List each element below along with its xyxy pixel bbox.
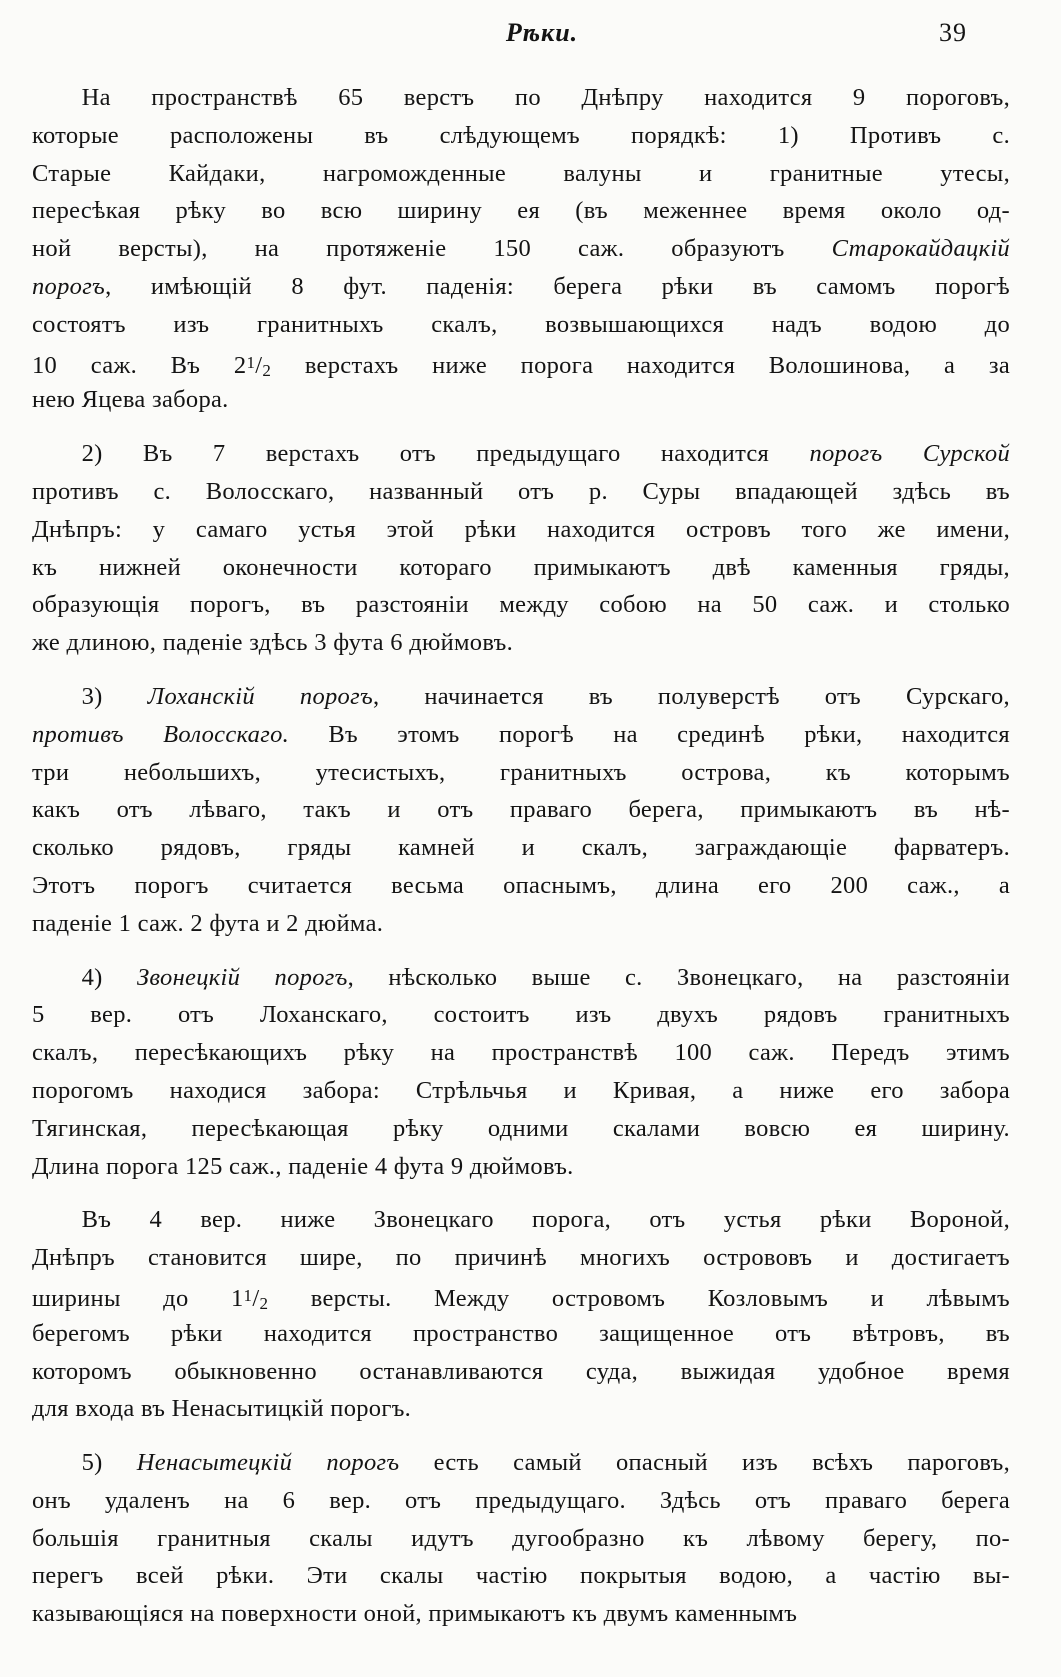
paragraph-3 — [32, 678, 1010, 943]
text-line — [32, 754, 1010, 792]
text-run: верстахъ ниже порога находится Волошинова, а за — [271, 351, 1010, 379]
paragraph-6 — [32, 1444, 1010, 1633]
text-run: порогомъ находися забора: Стрѣльчья и Кривая, а ниже его забора — [32, 1076, 1010, 1104]
text-line — [32, 791, 1010, 829]
text-line — [32, 867, 1010, 905]
text-run: 4) — [32, 963, 137, 991]
text-line — [32, 1520, 1010, 1558]
text-run: скалъ, пересѣкающихъ рѣку на пространствѣ 100 саж. Передъ этимъ — [32, 1039, 1010, 1067]
text-run: какъ отъ лѣваго, такъ и отъ праваго берега, примыкаютъ въ нѣ- — [32, 796, 1010, 824]
italic-term: противъ Волосскаго. — [32, 720, 290, 748]
text-run: Въ этомъ порогѣ на срединѣ рѣки, находится — [289, 720, 1010, 748]
text-line — [32, 1201, 1010, 1239]
paragraph-1 — [32, 79, 1010, 419]
text-line — [32, 511, 1010, 549]
italic-term: Лоханскій порогъ — [147, 682, 373, 710]
text-run: берегомъ рѣки находится пространство защищенное отъ вѣтровъ, въ — [32, 1319, 1010, 1347]
text-line — [32, 678, 1010, 716]
text-run: большія гранитныя скалы идутъ дугообразно къ лѣвому берегу, по- — [32, 1524, 1010, 1552]
text-line — [32, 1277, 1010, 1315]
paragraph-5 — [32, 1201, 1010, 1428]
text-line — [32, 1353, 1010, 1391]
text-run: есть самый опасный изъ всѣхъ пароговъ, — [399, 1449, 1010, 1477]
text-run: Тягинская, пересѣкающая рѣку одними скалами вовсю ея ширину. — [32, 1114, 1010, 1142]
text-run: которые расположены въ слѣдующемъ порядкѣ: 1) Противъ с. — [32, 121, 1010, 149]
text-line — [32, 829, 1010, 867]
paragraph-4 — [32, 959, 1010, 1186]
text-run: противъ с. Волосскаго, названный отъ р. Суры впадающей здѣсь въ — [32, 477, 1010, 505]
fraction-part: 2 — [259, 1293, 269, 1313]
text-run: На пространствѣ 65 верстъ по Днѣпру находится 9 пороговъ, — [32, 84, 1010, 111]
text-run: 5 вер. отъ Лоханскаго, состоитъ изъ двухъ рядовъ гранитныхъ — [32, 1001, 1010, 1029]
text-line — [32, 716, 1010, 754]
text-line — [32, 268, 1010, 306]
text-run: Днѣпръ становится шире, по причинѣ многихъ острововъ и достигаетъ — [32, 1244, 1010, 1272]
page-number: 39 — [939, 18, 967, 47]
italic-term: порогъ — [32, 272, 106, 300]
text-line — [32, 1148, 1010, 1186]
text-run: / — [252, 1284, 260, 1312]
text-run: перегъ всей рѣки. Эти скалы частію покрытыя водою, а частію вы- — [32, 1562, 1010, 1590]
text-line — [32, 586, 1010, 624]
italic-term: Старокайдацкій — [831, 235, 1010, 263]
text-line — [32, 905, 1010, 943]
text-line — [32, 1595, 1010, 1633]
italic-term: Ненасытецкій порогъ — [136, 1449, 400, 1477]
text-run: 3) — [32, 682, 148, 710]
text-run: 10 саж. Въ 2 — [32, 351, 247, 379]
text-run: , нѣсколько выше с. Звонецкаго, на разстояніи — [347, 963, 1010, 991]
text-line — [32, 959, 1010, 997]
text-line — [32, 996, 1010, 1034]
text-run: ширины до 1 — [32, 1284, 244, 1312]
italic-term: порогъ Сурской — [809, 440, 1010, 468]
text-line — [32, 117, 1010, 155]
text-run: казывающіяся на поверхности оной, примыкаютъ къ двумъ каменнымъ — [32, 1600, 798, 1628]
text-run: Этотъ порогъ считается весьма опаснымъ, длина его 200 саж., а — [32, 871, 1010, 899]
text-line — [32, 1444, 1010, 1482]
text-run: нею Яцева забора. — [32, 386, 229, 414]
text-run: состоятъ изъ гранитныхъ скалъ, возвышающихся надъ водою до — [32, 310, 1010, 338]
text-run: 5) — [32, 1449, 137, 1477]
paragraph-2 — [32, 435, 1010, 662]
fraction-part: 1 — [246, 352, 256, 372]
text-run: Старые Кайдаки, нагроможденные валуны и гранитные утесы, — [32, 159, 1010, 187]
text-run: для входа въ Ненасытицкій порогъ. — [32, 1395, 412, 1423]
fraction-part: 2 — [262, 360, 272, 380]
text-line — [32, 549, 1010, 587]
text-run: ной версты), на протяженіе 150 саж. образуютъ — [32, 235, 832, 263]
text-run: онъ удаленъ на 6 вер. отъ предыдущаго. Здѣсь отъ праваго берега — [32, 1486, 1010, 1514]
text-line — [32, 473, 1010, 511]
text-run: три небольшихъ, утесистыхъ, гранитныхъ острова, къ которымъ — [32, 758, 1010, 786]
text-line — [32, 1315, 1010, 1353]
text-line — [32, 306, 1010, 344]
text-line — [32, 1239, 1010, 1277]
text-run: пересѣкая рѣку во всю ширину ея (въ меженнее время около од- — [32, 197, 1010, 225]
text-line — [32, 230, 1010, 268]
text-run: образующія порогъ, въ разстояніи между собою на 50 саж. и столько — [32, 591, 1010, 619]
text-run: , начинается въ полуверстѣ отъ Сурскаго, — [372, 682, 1010, 710]
text-line — [32, 435, 1010, 473]
text-run: 2) Въ 7 верстахъ отъ предыдущаго находится — [32, 440, 810, 468]
text-run: версты. Между островомъ Козловымъ и лѣвымъ — [268, 1284, 1010, 1312]
text-line — [32, 624, 1010, 662]
text-line — [32, 155, 1010, 193]
italic-term: Звонецкій порогъ — [136, 963, 348, 991]
text-run: / — [255, 351, 263, 379]
text-run: паденіе 1 саж. 2 фута и 2 дюйма. — [32, 909, 384, 937]
text-line — [32, 381, 1010, 419]
body-text — [32, 79, 1010, 1633]
fraction-part: 1 — [243, 1285, 253, 1305]
text-run: Въ 4 вер. ниже Звонецкаго порога, отъ устья рѣки Вороной, — [32, 1206, 1010, 1234]
text-line — [32, 1110, 1010, 1148]
text-run: Днѣпръ: у самаго устья этой рѣки находится островъ того же имени, — [32, 515, 1010, 543]
text-run: Длина порога 125 саж., паденіе 4 фута 9 дюймовъ. — [32, 1152, 574, 1180]
text-line — [32, 1072, 1010, 1110]
text-line — [32, 192, 1010, 230]
running-head: Рѣки. — [505, 18, 579, 47]
text-line — [32, 1482, 1010, 1520]
text-run: къ нижней оконечности котораго примыкаютъ двѣ каменныя гряды, — [32, 553, 1010, 581]
text-line — [32, 1390, 1010, 1428]
text-run: сколько рядовъ, гряды камней и скалъ, заграждающіе фарватеръ. — [32, 834, 1010, 862]
page-header — [72, 18, 1012, 58]
text-run: которомъ обыкновенно останавливаются суда, выжидая удобное время — [32, 1357, 1010, 1385]
text-run: же длиною, паденіе здѣсь 3 фута 6 дюймовъ. — [32, 629, 513, 657]
text-line — [32, 1034, 1010, 1072]
text-line — [32, 79, 1010, 117]
text-line — [32, 344, 1010, 382]
text-run: , имѣющій 8 фут. паденія: берега рѣки въ самомъ порогѣ — [105, 272, 1010, 300]
text-line — [32, 1557, 1010, 1595]
